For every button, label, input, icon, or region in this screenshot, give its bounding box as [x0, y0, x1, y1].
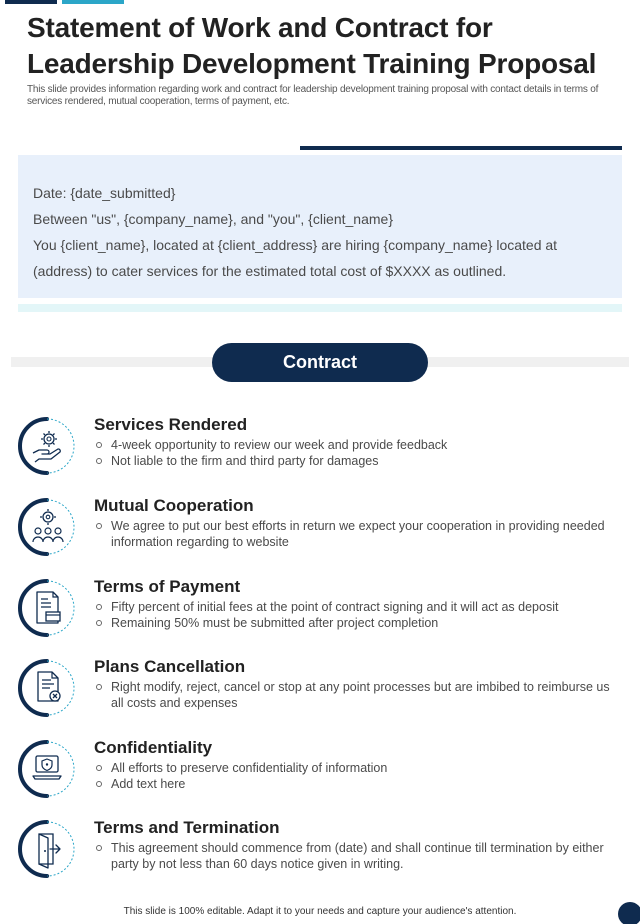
exit-door-icon [18, 820, 76, 878]
bullet-item: Not liable to the firm and third party for damages [94, 453, 614, 469]
section-mutual-cooperation [18, 498, 622, 573]
bullet-list [94, 760, 614, 792]
page-title: Statement of Work and Contract for Leadership Development Training Proposal [27, 12, 597, 79]
bullet-item: Add text here [94, 776, 614, 792]
hiring-line-2: (address) to cater services for the estimated total cost of $XXXX as outlined. [33, 263, 507, 279]
section-title: Plans Cancellation [94, 657, 246, 676]
bullet-list [94, 679, 614, 711]
top-accent-bar-light [62, 0, 124, 4]
section-title: Services Rendered [94, 415, 248, 434]
bullet-item: We agree to put our best efforts in return we expect your cooperation in providing needed information regarding to website [94, 518, 614, 550]
section-services-rendered [18, 417, 622, 492]
section-plans-cancellation [18, 659, 622, 734]
contract-heading: Contract [212, 343, 428, 382]
bullet-item: Fifty percent of initial fees at the point of contract signing and it will act as deposit [94, 599, 614, 615]
bullet-item: 4-week opportunity to review our week and provide feedback [94, 437, 614, 453]
hand-gear-icon [18, 417, 76, 475]
footer-note: This slide is 100% editable. Adapt it to your needs and capture your audience's attention. [123, 906, 517, 917]
page-subtitle: This slide provides information regarding work and contract for leadership development training proposal with contact details in terms of services rendered, mutual cooperation, terms of payment, etc. [27, 84, 599, 107]
contract-details-box [18, 155, 622, 298]
hiring-line-1: You {client_name}, located at {client_address} are hiring {company_name} located at [33, 237, 558, 253]
bullet-item: Right modify, reject, cancel or stop at any point processes but are imbibed to reimburse us all costs and expenses [94, 679, 614, 711]
bullet-list [94, 599, 614, 631]
top-accent-bar-dark [5, 0, 57, 4]
parties-line: Between "us", {company_name}, and "you", {client_name} [33, 211, 394, 227]
corner-decoration [618, 902, 640, 924]
section-title: Confidentiality [94, 738, 213, 757]
bullet-item: All efforts to preserve confidentiality of information [94, 760, 614, 776]
section-title: Terms of Payment [94, 577, 241, 596]
info-top-rule [300, 146, 622, 150]
document-cancel-icon [18, 659, 76, 717]
section-title: Mutual Cooperation [94, 496, 254, 515]
section-title: Terms and Termination [94, 818, 280, 837]
section-terms-of-payment [18, 579, 622, 654]
bullet-list [94, 518, 614, 550]
bullet-item: This agreement should commence from (date) and shall continue till termination by either party by not less than 60 days notice given in writing. [94, 840, 614, 872]
bullet-list [94, 840, 614, 872]
info-bottom-strip [18, 304, 622, 312]
section-confidentiality [18, 740, 622, 815]
invoice-icon [18, 579, 76, 637]
laptop-shield-icon [18, 740, 76, 798]
bullet-item: Remaining 50% must be submitted after project completion [94, 615, 614, 631]
section-terms-and-termination [18, 820, 622, 895]
team-gear-icon [18, 498, 76, 556]
bullet-list [94, 437, 614, 469]
date-line: Date: {date_submitted} [33, 185, 176, 201]
